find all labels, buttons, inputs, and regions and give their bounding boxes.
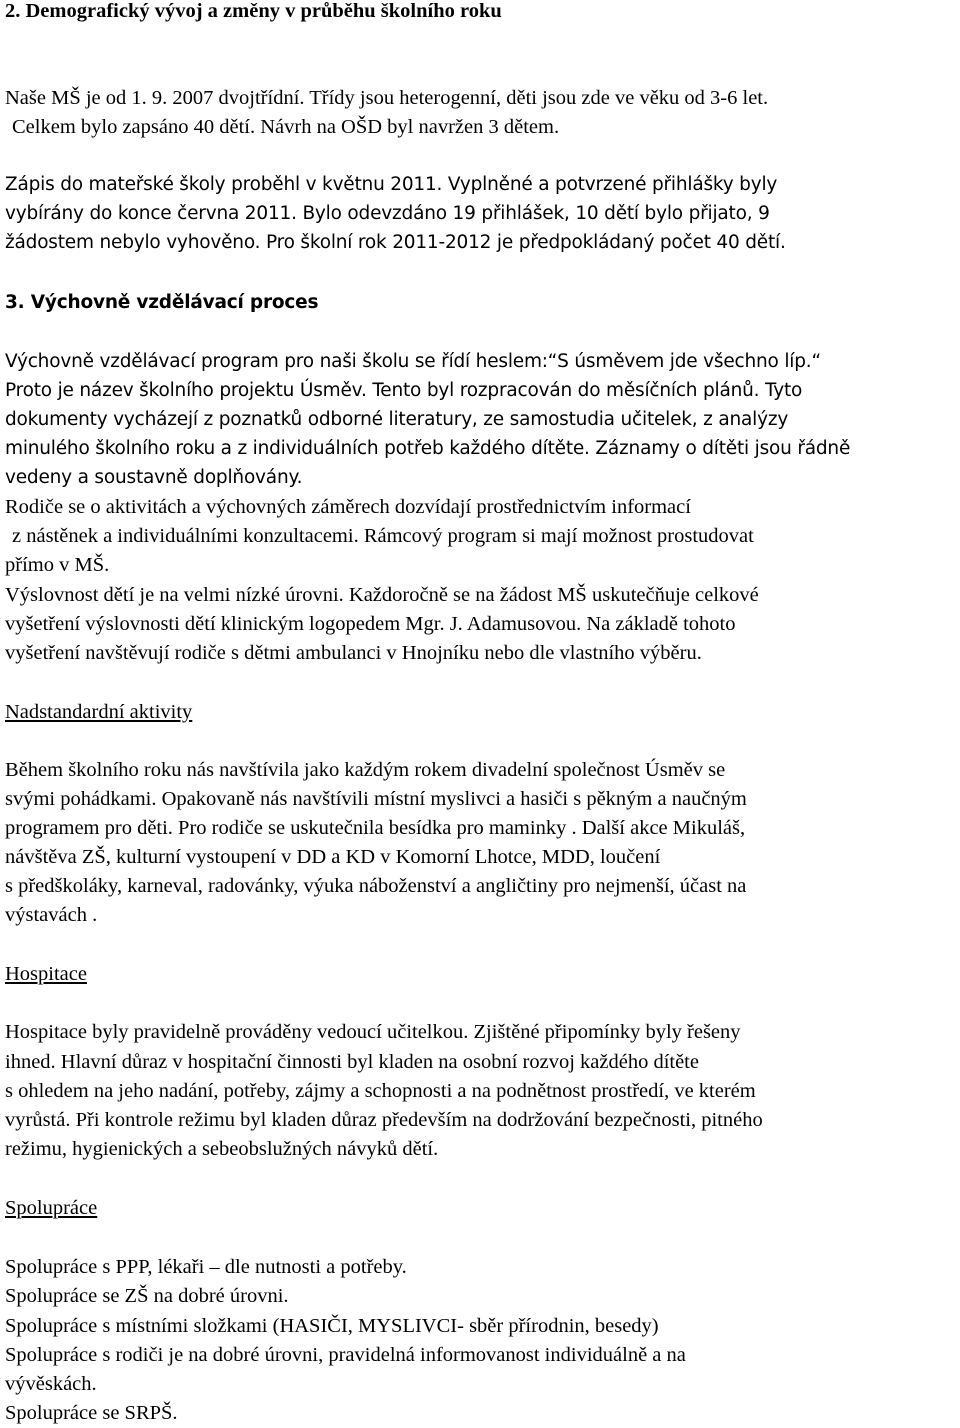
text-line: výstavách .	[5, 904, 98, 926]
text-line: návštěva ZŠ, kulturní vystoupení v DD a KD v Komorní Lhotce, MDD, loučení	[5, 846, 661, 868]
text-line: svými pohádkami. Opakovaně nás navštívili místní myslivci a hasiči s pěkným a naučným	[5, 788, 747, 810]
text-line: Výchovně vzdělávací program pro naši školu se řídí heslem:“S úsměvem jde všechno líp.“	[5, 351, 821, 372]
text-line: Hospitace byly pravidelně prováděny vedoucí učitelkou. Zjištěné připomínky byly řešeny	[5, 1021, 741, 1043]
text-line: Rodiče se o aktivitách a výchovných záměrech dozvídají prostřednictvím informací	[5, 496, 691, 518]
text-line: přímo v MŠ.	[5, 554, 110, 576]
text-line: Výslovnost dětí je na velmi nízké úrovni. Každoročně se na žádost MŠ uskutečňuje celkové	[5, 584, 759, 606]
spoluprace-heading: Spolupráce	[5, 1197, 98, 1219]
text-line: Proto je název školního projektu Úsměv. Tento byl rozpracován do měsíčních plánů. Tyto	[5, 380, 803, 401]
section-3-heading: 3. Výchovně vzdělávací proces	[5, 292, 319, 313]
text-line: vývěskách.	[5, 1373, 97, 1395]
text-line: Zápis do mateřské školy proběhl v květnu 2011. Vyplněné a potvrzené přihlášky byly	[5, 174, 778, 195]
section-2-heading: 2. Demografický vývoj a změny v průběhu školního roku	[5, 0, 502, 22]
nadstandardni-heading: Nadstandardní aktivity	[5, 701, 193, 723]
hospitace-heading: Hospitace	[5, 963, 87, 985]
text-line: vyrůstá. Při kontrole režimu byl kladen důraz především na dodržování bezpečnosti, pitného	[5, 1109, 763, 1131]
text-line: programem pro děti. Pro rodiče se uskutečnila besídka pro maminky . Další akce Mikuláš,	[5, 817, 746, 839]
text-line: Celkem bylo zapsáno 40 dětí. Návrh na OŠD byl navržen 3 dětem.	[12, 116, 560, 138]
text-line: minulého školního roku a z individuálních potřeb každého dítěte. Záznamy o dítěti jsou řádně	[5, 438, 851, 459]
text-line: Spolupráce se ZŠ na dobré úrovni.	[5, 1285, 289, 1307]
text-line: ihned. Hlavní důraz v hospitační činnosti byl kladen na osobní rozvoj každého dítěte	[5, 1051, 699, 1073]
text-line: Naše MŠ je od 1. 9. 2007 dvojtřídní. Třídy jsou heterogenní, děti jsou zde ve věku od 3-6 let.	[5, 87, 769, 109]
text-line: vyšetření navštěvují rodiče s dětmi ambulanci v Hnojníku nebo dle vlastního výběru.	[5, 642, 702, 664]
text-line: vedeny a soustavně doplňovány.	[5, 467, 303, 488]
text-line: režimu, hygienických a sebeobslužných návyků dětí.	[5, 1138, 439, 1160]
text-line: Spolupráce se SRPŠ.	[5, 1402, 178, 1424]
text-line: Spolupráce s rodiči je na dobré úrovni, pravidelná informovanost individuálně a na	[5, 1344, 686, 1366]
text-line: dokumenty vycházejí z poznatků odborné literatury, ze samostudia učitelek, z analýzy	[5, 409, 789, 430]
text-line: Spolupráce s místními složkami (HASIČI, MYSLIVCI- sběr přírodnin, besedy)	[5, 1315, 659, 1337]
text-line: žádostem nebylo vyhověno. Pro školní rok 2011-2012 je předpokládaný počet 40 dětí.	[5, 232, 786, 253]
text-line: z nástěnek a individuálními konzultacemi. Rámcový program si mají možnost prostudovat	[12, 525, 754, 547]
text-line: s ohledem na jeho nadání, potřeby, zájmy a schopnosti a na podnětnost prostředí, ve kterém	[5, 1080, 756, 1102]
text-line: s předškoláky, karneval, radovánky, výuka náboženství a angličtiny pro nejmenší, účast na	[5, 875, 747, 897]
text-line: vyšetření výslovnosti dětí klinickým logopedem Mgr. J. Adamusovou. Na základě tohoto	[5, 613, 736, 635]
text-line: Během školního roku nás navštívila jako každým rokem divadelní společnost Úsměv se	[5, 759, 726, 781]
text-line: vybírány do konce června 2011. Bylo odevzdáno 19 přihlášek, 10 dětí bylo přijato, 9	[5, 203, 770, 224]
text-line: Spolupráce s PPP, lékaři – dle nutnosti a potřeby.	[5, 1256, 407, 1278]
